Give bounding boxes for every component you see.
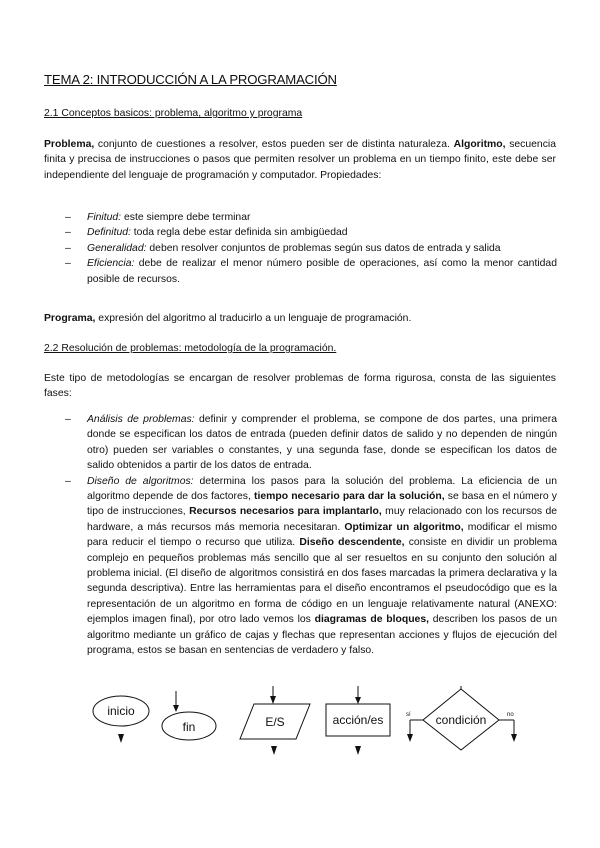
list-item bbox=[87, 474, 557, 659]
property-text: debe de realizar el menor número posible de operaciones, así como la menor cantidad posible de recursos. bbox=[87, 258, 557, 285]
def-algoritmo: secuencia finita y precisa de instrucciones o pasos que permiten resolver un problema en un tiempo finito, este debe ser independiente del lenguaje de programación y computador. Propiedades: bbox=[44, 139, 556, 181]
bold-term: Diseño descendente, bbox=[299, 537, 405, 549]
section-heading-1: 2.1 Conceptos basicos: problema, algoritmo y programa bbox=[44, 108, 303, 119]
flowchart-symbols bbox=[0, 686, 600, 766]
condicion-symbol bbox=[406, 686, 517, 750]
term-algoritmo: Algoritmo, bbox=[453, 139, 506, 150]
page-title: TEMA 2: INTRODUCCIÓN A LA PROGRAMACIÓN bbox=[44, 72, 337, 87]
property-text: este siempre debe terminar bbox=[121, 212, 251, 223]
paragraph-programa bbox=[44, 311, 556, 326]
fin-symbol bbox=[162, 691, 216, 740]
list-item bbox=[87, 225, 557, 240]
phase-text: definir y comprender el problema, se compone de dos partes, una primera donde se especifican los datos de entrada (pueden definir datos de salido y no dependen de ningún otro) pueden ser variables o constantes, y una segunda fase, donde se especifican los datos de salido obtenidos a partir de los datos de entrada. bbox=[87, 414, 557, 472]
section-heading-2: 2.2 Resolución de problemas: metodología de la programación. bbox=[44, 343, 337, 354]
properties-list bbox=[87, 210, 557, 287]
arrow-down-icon bbox=[118, 734, 124, 743]
phases-list bbox=[87, 412, 557, 659]
inicio-label: inicio bbox=[107, 704, 135, 718]
arrow-down-icon bbox=[355, 697, 361, 704]
arrow-down-icon bbox=[271, 746, 277, 755]
bold-term: Optimizar un algoritmo, bbox=[344, 521, 464, 533]
property-text: toda regla debe estar definida sin ambigüedad bbox=[130, 227, 348, 239]
inicio-symbol bbox=[93, 696, 149, 743]
phase-text: muy relacionado con los recursos de hardware, a más recursos más memoria necesitaran. bbox=[87, 506, 558, 533]
list-item bbox=[87, 241, 557, 256]
phase-text: consiste en dividir un problema complejo en pequeños problemas más sencillo que al ser resueltos en su conjunto den solución al problema inicial. (El diseño de algoritmos consistirá en dos fases marcadas la primera declarativa y la segunda descriptiva). Entre las herramientas para el diseño encontramos el pseudocódigo que es la representación de un algoritmo en forma de código en un lenguaje relativamente natural (ANEXO: ejemplos imagen final), por otro lado vemos los bbox=[87, 537, 558, 626]
property-term: Generalidad: bbox=[87, 242, 147, 254]
phase-text: modificar el mismo para reducir el tiempo o recurso que utiliza. bbox=[87, 521, 557, 549]
acciones-symbol bbox=[326, 686, 390, 755]
bold-term: diagramas de bloques, bbox=[314, 614, 429, 626]
term-programa: Programa, bbox=[44, 313, 96, 324]
bold-term: Recursos necesarios para implantarlo, bbox=[189, 506, 382, 518]
arrow-down-icon bbox=[511, 734, 517, 742]
property-term: Definitud: bbox=[87, 227, 131, 239]
acciones-label: acción/es bbox=[332, 713, 384, 727]
phase-text: se basa en el número y tipo de instrucciones, bbox=[87, 491, 557, 518]
list-item bbox=[87, 210, 557, 225]
condicion-label: condición bbox=[435, 713, 487, 727]
fin-label: fin bbox=[182, 720, 196, 734]
phase-term: Análisis de problemas: bbox=[87, 414, 195, 425]
property-term: Finitud: bbox=[87, 212, 122, 223]
es-symbol bbox=[240, 686, 310, 755]
si-label: sí bbox=[406, 712, 411, 718]
arrow-down-icon bbox=[270, 696, 276, 704]
def-problema: conjunto de cuestiones a resolver, estos pueden ser de distinta naturaleza. bbox=[94, 139, 454, 150]
phase-text: determina los pasos para la solución del problema. La eficiencia de un algoritmo depende de dos factores, bbox=[87, 475, 557, 503]
phase-text: describen los pasos de un algoritmo mediante un gráfico de cajas y flechas que representan acciones y flujos de ejecución del programa, estos se basan en sentencias de verdadero y falso. bbox=[87, 614, 557, 657]
paragraph-metodologia: Este tipo de metodologías se encargan de resolver problemas de forma rigurosa, consta de las siguientes fases: bbox=[44, 373, 556, 400]
phase-term: Diseño de algoritmos: bbox=[87, 475, 194, 487]
arrow-down-icon bbox=[173, 705, 179, 712]
def-programa: expresión del algoritmo al traducirlo a un lenguaje de programación. bbox=[95, 313, 412, 324]
list-item bbox=[87, 256, 557, 287]
es-label: E/S bbox=[265, 715, 285, 729]
property-text: deben resolver conjuntos de problemas según sus datos de entrada y salida bbox=[146, 242, 501, 254]
term-problema: Problema, bbox=[44, 139, 95, 150]
arrow-down-icon bbox=[355, 746, 361, 755]
bold-term: tiempo necesario para dar la solución, bbox=[254, 491, 445, 503]
no-label: no bbox=[507, 712, 514, 718]
list-item bbox=[87, 412, 557, 474]
property-term: Eficiencia: bbox=[87, 258, 135, 270]
paragraph-definitions bbox=[44, 137, 556, 183]
arrow-down-icon bbox=[407, 734, 413, 742]
